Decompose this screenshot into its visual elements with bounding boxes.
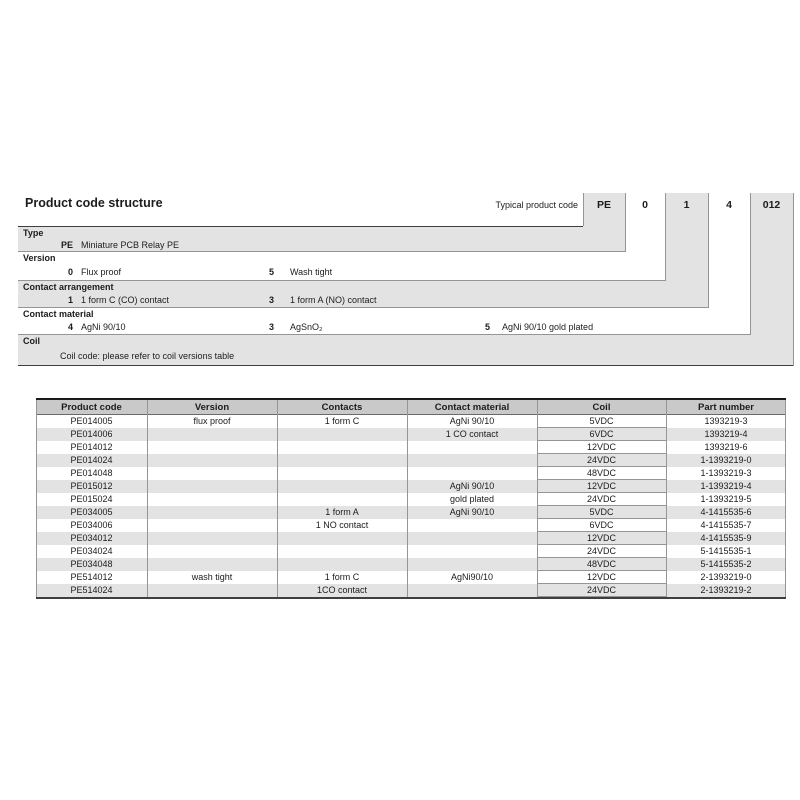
column-separator [785, 400, 786, 597]
table-cell: 1 form C [324, 572, 360, 582]
coil-cell: 48VDC [537, 558, 666, 571]
table-cell [407, 545, 537, 558]
table-header-cell: Version [194, 402, 230, 413]
coil-cell: 12VDC [537, 441, 666, 454]
table-cell [277, 558, 407, 571]
section-label: Contact arrangement [23, 282, 114, 292]
code-value: 3 [268, 322, 274, 332]
table-cell [147, 441, 277, 454]
table-cell [147, 480, 277, 493]
coil-cell: 24VDC [537, 493, 666, 506]
table-cell [407, 454, 537, 467]
table-cell: 2-1393219-0 [700, 572, 752, 582]
table-cell [147, 584, 277, 597]
section-label: Type [23, 228, 44, 238]
column-separator [36, 400, 37, 597]
table-cell [277, 480, 407, 493]
table-cell: 1CO contact [316, 585, 368, 595]
divider [793, 193, 794, 366]
code-value: 5 [268, 267, 274, 277]
table-cell [407, 558, 537, 571]
coil-cell: 48VDC [537, 467, 666, 480]
coil-cell: 24VDC [537, 545, 666, 558]
table-cell: 1 form C [324, 416, 360, 426]
section-type [18, 227, 625, 252]
table-cell: PE034005 [70, 507, 113, 517]
table-cell [277, 545, 407, 558]
table-cell [147, 519, 277, 532]
table-cell: 1-1393219-0 [700, 455, 752, 465]
parts-table [36, 398, 786, 599]
coil-cell: 6VDC [537, 428, 666, 441]
code-value: 3 [268, 295, 274, 305]
code-desc: 1 form A (NO) contact [290, 295, 377, 305]
column-separator [407, 400, 408, 597]
table-cell [147, 428, 277, 441]
table-cell [407, 532, 537, 545]
coil-cell: 6VDC [537, 519, 666, 532]
table-cell: 1393219-4 [704, 429, 748, 439]
table-cell: PE014012 [70, 442, 113, 452]
table-cell: 1-1393219-5 [700, 494, 752, 504]
table-cell: AgNi90/10 [450, 572, 494, 582]
coil-cell: 5VDC [537, 506, 666, 519]
table-row [36, 571, 786, 584]
table-cell: 1 NO contact [315, 520, 369, 530]
table-cell: AgNi 90/10 [449, 416, 495, 426]
table-cell [277, 493, 407, 506]
divider [665, 193, 666, 281]
section-label: Coil [23, 336, 40, 346]
code-box-1: 1 [683, 199, 690, 211]
table-cell [147, 493, 277, 506]
table-cell: 1393219-3 [704, 416, 748, 426]
table-cell: PE034012 [70, 533, 113, 543]
table-cell: PE034048 [70, 559, 113, 569]
divider [583, 193, 584, 226]
table-cell: flux proof [193, 416, 231, 426]
table-header-cell: Contact material [434, 402, 510, 413]
table-cell [277, 467, 407, 480]
table-row [36, 441, 786, 454]
section-label: Version [23, 253, 56, 263]
table-cell [407, 441, 537, 454]
table-cell: 1-1393219-4 [700, 481, 752, 491]
table-cell: 5-1415535-2 [700, 559, 752, 569]
table-cell: PE015012 [70, 481, 113, 491]
table-cell: PE014048 [70, 468, 113, 478]
divider [625, 193, 626, 252]
coil-note: Coil code: please refer to coil versions table [60, 351, 235, 361]
table-cell: PE014024 [70, 455, 113, 465]
table-row [36, 545, 786, 558]
coil-cell: 24VDC [537, 454, 666, 467]
table-cell: AgNi 90/10 [449, 507, 495, 517]
code-desc: Wash tight [290, 267, 333, 277]
table-cell: 4-1415535-7 [700, 520, 752, 530]
column-separator [147, 400, 148, 597]
code-value: PE [60, 240, 73, 250]
table-cell: 1 form A [325, 507, 359, 517]
table-cell: 2-1393219-2 [700, 585, 752, 595]
code-box-4: 4 [726, 199, 732, 211]
code-desc: AgSnO₂ [290, 322, 323, 332]
table-cell [277, 428, 407, 441]
table-cell: 1 CO contact [445, 429, 499, 439]
table-cell: PE514012 [70, 572, 113, 582]
table-cell: 1-1393219-3 [700, 468, 752, 478]
table-header-cell: Coil [592, 402, 611, 413]
table-cell [407, 519, 537, 532]
table-cell [147, 467, 277, 480]
section-coil [18, 335, 793, 366]
table-cell: gold plated [449, 494, 495, 504]
section-title: Product code structure [25, 196, 163, 210]
table-cell: wash tight [191, 572, 233, 582]
table-cell: PE514024 [70, 585, 113, 595]
table-cell [147, 506, 277, 519]
coil-cell: 12VDC [537, 480, 666, 493]
table-cell [147, 532, 277, 545]
code-box-0: 0 [642, 199, 648, 211]
code-desc: Flux proof [81, 267, 122, 277]
code-box-012: 012 [762, 199, 781, 211]
section-contact-material [18, 308, 750, 335]
column-separator [277, 400, 278, 597]
typical-product-code-label: Typical product code [495, 200, 578, 210]
table-cell: PE014005 [70, 416, 113, 426]
code-desc: 1 form C (CO) contact [81, 295, 170, 305]
table-header-cell: Product code [61, 402, 122, 413]
code-box-pe: PE [596, 199, 611, 211]
code-desc: AgNi 90/10 gold plated [502, 322, 594, 332]
table-cell [147, 545, 277, 558]
column-separator [537, 400, 538, 597]
table-cell: 4-1415535-9 [700, 533, 752, 543]
table-row [36, 415, 786, 428]
table-cell [407, 467, 537, 480]
table-row [36, 584, 786, 597]
column-separator [666, 400, 667, 597]
table-row [36, 506, 786, 519]
table-cell [277, 532, 407, 545]
table-cell [147, 454, 277, 467]
table-row [36, 532, 786, 545]
table-row [36, 493, 786, 506]
table-row [36, 454, 786, 467]
table-cell [147, 558, 277, 571]
table-row [36, 519, 786, 532]
code-value: 5 [484, 322, 490, 332]
table-cell [277, 441, 407, 454]
coil-cell: 5VDC [537, 415, 666, 428]
table-cell: 4-1415535-6 [700, 507, 752, 517]
table-header-cell: Part number [698, 402, 754, 413]
code-desc: AgNi 90/10 [81, 322, 126, 332]
table-cell [277, 454, 407, 467]
table-cell: AgNi 90/10 [449, 481, 495, 491]
table-cell: 5-1415535-1 [700, 546, 752, 556]
table-row [36, 480, 786, 493]
code-value: 0 [67, 267, 73, 277]
coil-cell: 12VDC [537, 571, 666, 584]
table-row [36, 558, 786, 571]
section-contact-arrangement [18, 281, 708, 308]
table-row [36, 467, 786, 480]
table-row [36, 428, 786, 441]
code-value: 4 [67, 322, 73, 332]
table-cell: PE015024 [70, 494, 113, 504]
table-cell: 1393219-6 [704, 442, 748, 452]
code-value: 1 [67, 295, 73, 305]
coil-cell: 12VDC [537, 532, 666, 545]
table-cell: PE034006 [70, 520, 113, 530]
code-desc: Miniature PCB Relay PE [81, 240, 180, 250]
divider [750, 193, 751, 335]
section-label: Contact material [23, 309, 94, 319]
divider [708, 193, 709, 308]
table-header-cell: Contacts [321, 402, 363, 413]
coil-cell: 24VDC [537, 584, 666, 597]
section-version [18, 252, 665, 281]
table-cell [407, 584, 537, 597]
table-cell: PE014006 [70, 429, 113, 439]
table-cell: PE034024 [70, 546, 113, 556]
table-header-row [36, 400, 786, 415]
